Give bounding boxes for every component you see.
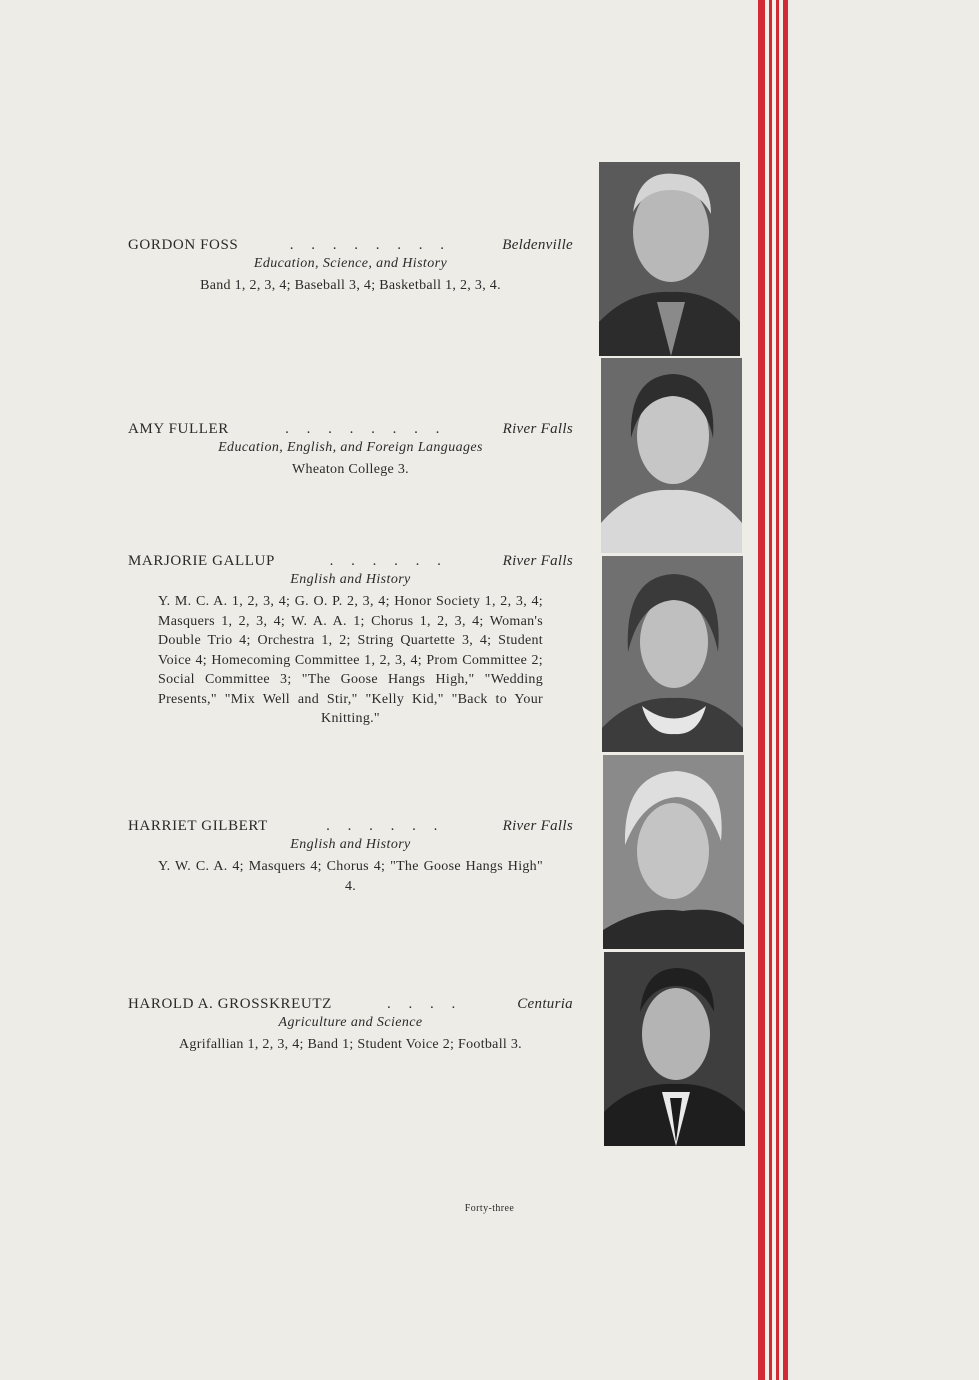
- entry-heading: [128, 421, 573, 438]
- student-name: GORDON FOSS: [128, 237, 239, 253]
- student-entry: [128, 237, 573, 296]
- student-entry: [128, 421, 573, 480]
- course-of-study: Agriculture and Science: [278, 1015, 423, 1030]
- course-of-study: Education, Science, and History: [253, 256, 448, 271]
- entry-heading: [128, 553, 573, 570]
- course-of-study: English and History: [290, 572, 411, 587]
- student-entry: [128, 553, 573, 729]
- course-of-study: Education, English, and Foreign Languages: [218, 440, 483, 455]
- student-portrait-photo: [599, 162, 740, 356]
- entry-heading: [128, 996, 573, 1013]
- activities: Y. M. C. A. 1, 2, 3, 4; G. O. P. 2, 3, 4; Honor Society 1, 2, 3, 4; Masquers 1, 2, 3, 4; W. A. A. 1; Chorus 1, 2, 3, 4; Woman's Double Trio 4; Orchestra 1, 2; String Quartette 3, 4; Student Voice 4; Homecoming Committee 1, 2, 3, 4; Prom Committee 2; Social Committee 3; "The Goose Hangs High," "Wedding Presents," "Mix Well and Stir," "Kelly Kid," "Back to Your Knitting.": [158, 594, 543, 726]
- student-portrait-photo: [603, 755, 744, 949]
- hometown: Beldenville: [502, 237, 573, 253]
- leader-dots: . . . . . . . .: [289, 237, 451, 253]
- student-portrait-photo: [604, 952, 745, 1146]
- student-name: AMY FULLER: [128, 421, 229, 437]
- border-stripe: [783, 0, 788, 1380]
- border-stripe: [758, 0, 765, 1380]
- hometown: Centuria: [517, 996, 573, 1012]
- entry-heading: [128, 818, 573, 835]
- leader-dots: . . . . . .: [326, 818, 445, 834]
- activities: Band 1, 2, 3, 4; Baseball 3, 4; Basketball 1, 2, 3, 4.: [200, 278, 501, 293]
- leader-dots: . . . . . . . .: [285, 421, 447, 437]
- hometown: River Falls: [502, 553, 573, 569]
- activities: Y. W. C. A. 4; Masquers 4; Chorus 4; "The Goose Hangs High" 4.: [158, 859, 543, 894]
- entry-heading: [128, 237, 573, 254]
- student-portrait-photo: [602, 556, 743, 752]
- student-entry: [128, 996, 573, 1055]
- page-number: Forty-three: [464, 1203, 515, 1214]
- leader-dots: . . . . . .: [329, 553, 448, 569]
- student-name: HAROLD A. GROSSKREUTZ: [128, 996, 332, 1012]
- student-portrait-photo: [601, 358, 742, 553]
- student-name: HARRIET GILBERT: [128, 818, 268, 834]
- course-of-study: English and History: [290, 837, 411, 852]
- student-entry: [128, 818, 573, 896]
- activities: Wheaton College 3.: [292, 462, 409, 477]
- student-name: MARJORIE GALLUP: [128, 553, 275, 569]
- hometown: River Falls: [502, 421, 573, 437]
- leader-dots: . . . .: [386, 996, 463, 1012]
- hometown: River Falls: [502, 818, 573, 834]
- activities: Agrifallian 1, 2, 3, 4; Band 1; Student Voice 2; Football 3.: [179, 1037, 522, 1052]
